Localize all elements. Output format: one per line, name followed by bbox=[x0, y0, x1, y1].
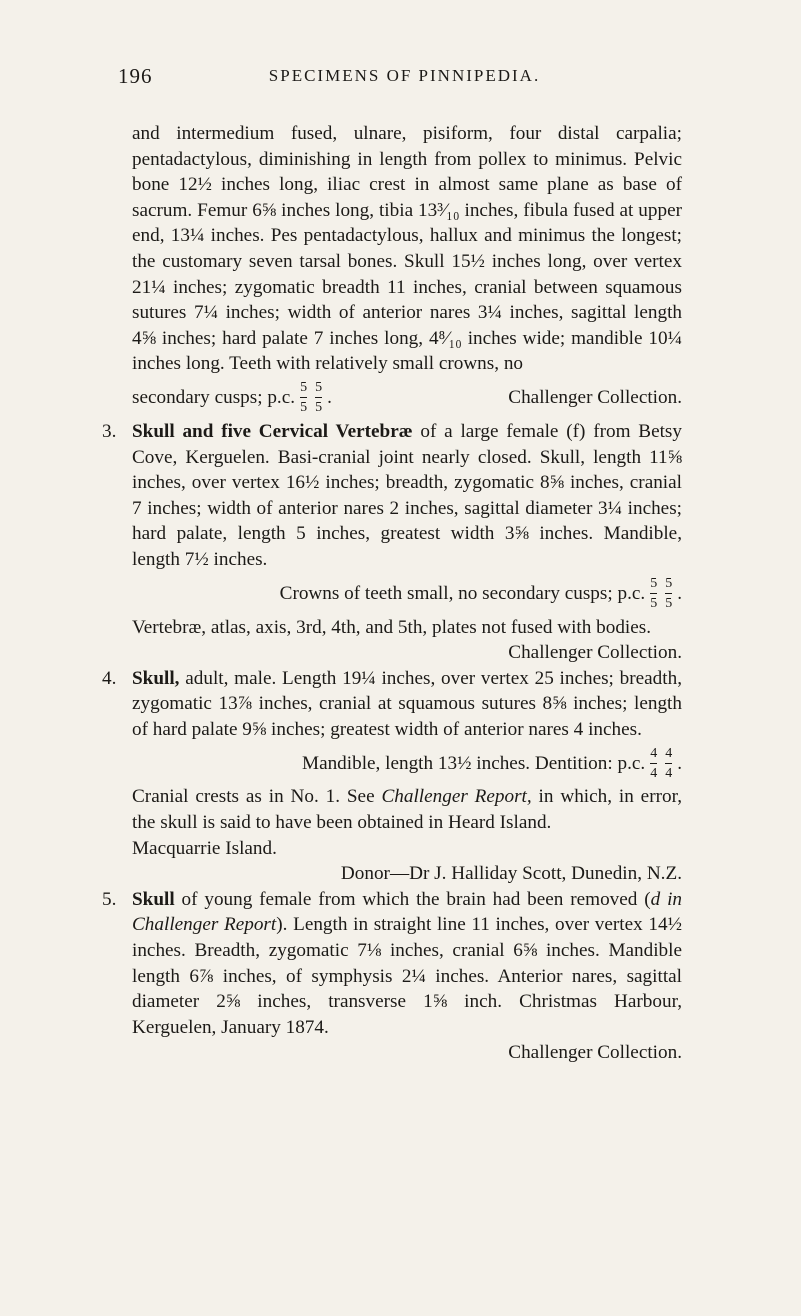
dental-formula: $\frac{5}{5}$ bbox=[300, 380, 308, 416]
dental-formula-line: Mandible, length 13½ inches. Dentition: p.c. $\frac{4}{4}$ $\frac{4}{4}$ . bbox=[302, 745, 682, 781]
entry-text: Vertebræ, atlas, axis, 3rd, 4th, and 5th, plates not fused with bodies. bbox=[132, 616, 652, 638]
entry-text: of a large female (f) from Betsy Cove, Kerguelen. Basi-cranial joint nearly closed. Skull, length 11⅝ inches, over vertex 16½ inches; breadth, zygomatic 8⅝ inches, cranial 7 inches; width of anterior nares 2 inches, sagittal diameter 3¼ inches; hard palate, length 5 inches, greatest width 3⅝ inches. Mandible, length 7½ inches. bbox=[132, 420, 682, 570]
formula-prefix: Crowns of teeth small, no secondary cusps; p.c. bbox=[279, 582, 646, 604]
report-reference: d in Challenger Report bbox=[132, 888, 682, 936]
entry-number: 5. bbox=[102, 888, 117, 910]
dental-formula: $\frac{5}{5}$ bbox=[665, 576, 673, 611]
entry-number: 4. bbox=[102, 667, 117, 689]
formula-prefix: secondary cusps; p.c. bbox=[132, 387, 296, 409]
dental-formula-line: Crowns of teeth small, no secondary cusps; p.c. $\frac{5}{5}$ $\frac{5}{5}$ . bbox=[279, 576, 682, 611]
locality: Macquarrie Island. bbox=[132, 837, 277, 859]
entry-4 bbox=[102, 666, 682, 743]
report-reference: Challenger Report, bbox=[381, 786, 532, 808]
donor-note: Donor—Dr J. Halliday Scott, Dunedin, N.Z. bbox=[340, 863, 682, 885]
collection-note: Challenger Collection. bbox=[508, 1042, 682, 1064]
entry-5: 5. Skull of young female from which the brain had been removed (d in Challenger Report). Length in straight line 11 inches, over vertex 14½ inches. Breadth, zygomatic 7⅛ inches, cranial 6⅝ inches. Mandible length 6⅞ inches, of symphysis 2¼ inches. Anterior nares, sagittal diameter 2⅝ inches, transverse 1⅝ inch. Christmas Harbour, Kerguelen, January 1874. bbox=[102, 888, 682, 1038]
page-header bbox=[118, 64, 691, 94]
entry-title: Skull, bbox=[132, 667, 180, 689]
dental-formula: $\frac{4}{4}$ bbox=[650, 745, 658, 781]
entry-title: Skull and five Cervical Vertebræ bbox=[132, 420, 413, 442]
dental-formula-line: secondary cusps; p.c. $\frac{5}{5}$ $\frac{5}{5}$ . Challenger Collection. bbox=[132, 380, 682, 416]
running-title: SPECIMENS OF PINNIPEDIA. bbox=[268, 66, 541, 85]
entry-3 bbox=[102, 419, 682, 573]
formula-prefix: Mandible, length 13½ inches. Dentition: p.c. bbox=[302, 752, 646, 774]
entry-title: Skull bbox=[132, 888, 175, 910]
entry-2-continuation: and intermedium fused, ulnare, pisiform, four distal carpalia; pentadactylous, diminishing in length from pollex to minimus. Pelvic bone 12½ inches long, iliac crest in almost same plane as base of sacrum. Femur 6⅝ inches long, tibia 13³⁄₁₀ inches, fibula fused at upper end, 13¼ inches. Pes pentadactylous, hallux and minimus the longest; the customary seven tarsal bones. Skull 15½ inches long, over vertex 21¼ inches; zygomatic breadth 11 inches, cranial between squamous sutures 7¼ inches; width of anterior nares 3¼ inches, sagittal length 4⅝ inches; hard palate 7 inches long, 4⁸⁄₁₀ inches wide; mandible 10¼ inches long. Teeth with relatively small crowns, no bbox=[132, 123, 682, 375]
dental-formula: $\frac{5}{5}$ bbox=[650, 576, 658, 611]
collection-note: Challenger Collection. bbox=[508, 387, 682, 409]
page-number: 196 bbox=[118, 64, 153, 88]
entry-text: Cranial crests as in No. 1. See Challenger Report, in which, in error, the skull is said to have been obtained in Heard Island. bbox=[132, 786, 682, 834]
collection-note: Challenger Collection. bbox=[508, 642, 682, 664]
dental-formula: $\frac{5}{5}$ bbox=[315, 380, 323, 416]
entry-text: adult, male. Length 19¼ inches, over vertex 25 inches; breadth, zygomatic 13⅞ inches, cranial at squamous sutures 8⅝ inches; length of hard palate 9⅝ inches; greatest width of anterior nares 4 inches. bbox=[132, 667, 682, 740]
dental-formula: $\frac{4}{4}$ bbox=[665, 745, 673, 781]
entry-number: 3. bbox=[102, 420, 117, 442]
page-body bbox=[102, 121, 682, 1066]
